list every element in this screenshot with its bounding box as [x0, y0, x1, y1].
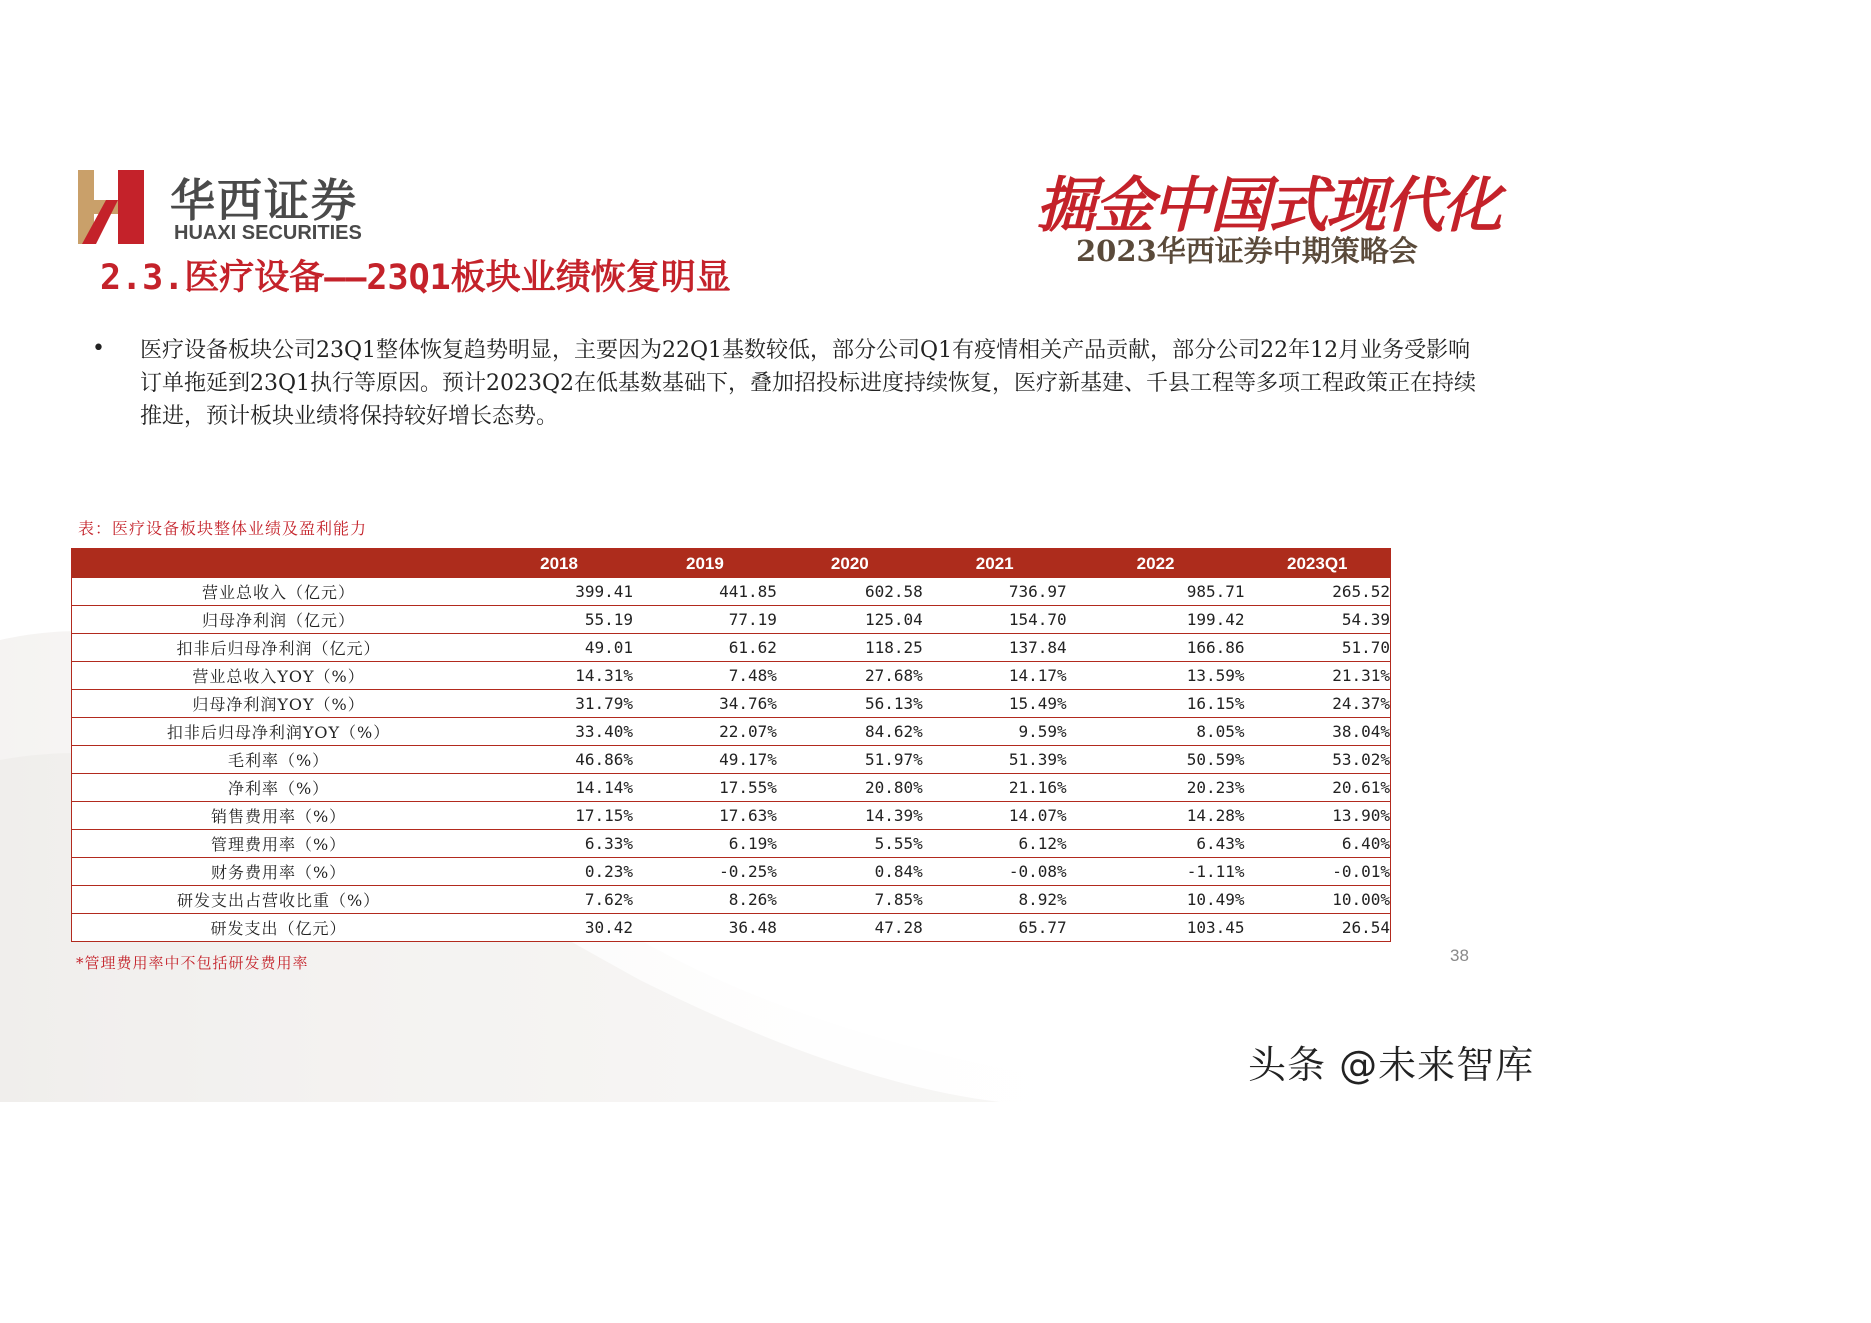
table-cell: 33.40%: [485, 718, 633, 746]
table-cell: 38.04%: [1245, 718, 1391, 746]
table-row: [72, 718, 1391, 746]
row-label: 归母净利润YOY（%）: [72, 690, 486, 718]
table-cell: 21.31%: [1245, 662, 1391, 690]
table-cell: 20.80%: [777, 774, 923, 802]
table-header-row: [72, 549, 1391, 579]
table-cell: 137.84: [923, 634, 1067, 662]
table-cell: 56.13%: [777, 690, 923, 718]
table-cell: 7.62%: [485, 886, 633, 914]
table-cell: 10.49%: [1067, 886, 1245, 914]
table-cell: 53.02%: [1245, 746, 1391, 774]
table-cell: 77.19: [633, 606, 777, 634]
table-cell: 441.85: [633, 578, 777, 606]
table-cell: 6.19%: [633, 830, 777, 858]
bullet-icon: •: [92, 336, 105, 361]
table-cell: 8.92%: [923, 886, 1067, 914]
table-cell: 199.42: [1067, 606, 1245, 634]
row-label: 毛利率（%）: [72, 746, 486, 774]
header-cell-2018: 2018: [485, 549, 633, 579]
table-cell: 14.14%: [485, 774, 633, 802]
table-cell: -0.08%: [923, 858, 1067, 886]
table-cell: 7.48%: [633, 662, 777, 690]
row-label: 净利率（%）: [72, 774, 486, 802]
table-cell: 6.43%: [1067, 830, 1245, 858]
table-cell: -1.11%: [1067, 858, 1245, 886]
table-cell: 6.40%: [1245, 830, 1391, 858]
row-label: 归母净利润（亿元）: [72, 606, 486, 634]
table-row: [72, 578, 1391, 606]
table-cell: 22.07%: [633, 718, 777, 746]
table-cell: 13.90%: [1245, 802, 1391, 830]
table-cell: 50.59%: [1067, 746, 1245, 774]
table-row: [72, 746, 1391, 774]
row-label: 营业总收入YOY（%）: [72, 662, 486, 690]
table-cell: 51.70: [1245, 634, 1391, 662]
table-cell: 16.15%: [1067, 690, 1245, 718]
huaxi-logo-icon: [78, 170, 146, 244]
table-cell: 49.17%: [633, 746, 777, 774]
table-cell: 10.00%: [1245, 886, 1391, 914]
table-cell: 14.07%: [923, 802, 1067, 830]
row-label: 研发支出占营收比重（%）: [72, 886, 486, 914]
table-row: [72, 830, 1391, 858]
table-cell: 20.23%: [1067, 774, 1245, 802]
table-row: [72, 802, 1391, 830]
table-cell: 7.85%: [777, 886, 923, 914]
table-cell: 84.62%: [777, 718, 923, 746]
row-label: 扣非后归母净利润YOY（%）: [72, 718, 486, 746]
table-row: [72, 774, 1391, 802]
header-cell-2019: 2019: [633, 549, 777, 579]
table-cell: 65.77: [923, 914, 1067, 942]
table-cell: 55.19: [485, 606, 633, 634]
event-title: 掘金中国式现代化: [1036, 171, 1500, 241]
table-cell: 21.16%: [923, 774, 1067, 802]
table-cell: 20.61%: [1245, 774, 1391, 802]
table-cell: 24.37%: [1245, 690, 1391, 718]
table-cell: 265.52: [1245, 578, 1391, 606]
table-cell: 154.70: [923, 606, 1067, 634]
table-cell: 61.62: [633, 634, 777, 662]
table-row: [72, 662, 1391, 690]
table-cell: 46.86%: [485, 746, 633, 774]
row-label: 研发支出（亿元）: [72, 914, 486, 942]
financial-table: [71, 548, 1391, 942]
header-cell-2022: 2022: [1067, 549, 1245, 579]
page-number: 38: [1450, 946, 1469, 965]
table-cell: 5.55%: [777, 830, 923, 858]
table-cell: 14.39%: [777, 802, 923, 830]
table-cell: 54.39: [1245, 606, 1391, 634]
table-cell: 0.23%: [485, 858, 633, 886]
table-row: [72, 858, 1391, 886]
table-cell: 31.79%: [485, 690, 633, 718]
table-cell: 0.84%: [777, 858, 923, 886]
table-cell: 602.58: [777, 578, 923, 606]
table-cell: 51.39%: [923, 746, 1067, 774]
table-cell: 399.41: [485, 578, 633, 606]
row-label: 管理费用率（%）: [72, 830, 486, 858]
table-cell: 34.76%: [633, 690, 777, 718]
row-label: 财务费用率（%）: [72, 858, 486, 886]
company-logo: [78, 170, 378, 246]
table-row: [72, 690, 1391, 718]
table-cell: 125.04: [777, 606, 923, 634]
table-cell: 36.48: [633, 914, 777, 942]
bullet-text: 医疗设备板块公司23Q1整体恢复趋势明显，主要因为22Q1基数较低，部分公司Q1有疫情相关产品贡献，部分公司22年12月业务受影响订单拖延到23Q1执行等原因。预计2023Q2在低基数基础下，叠加招投标进度持续恢复，医疗新基建、千县工程等多项工程政策正在持续推进，预计板块业绩将保持较好增长态势。: [140, 338, 1477, 429]
table-cell: 17.15%: [485, 802, 633, 830]
table-cell: 985.71: [1067, 578, 1245, 606]
table-cell: 15.49%: [923, 690, 1067, 718]
header-cell-2021: 2021: [923, 549, 1067, 579]
table-row: [72, 606, 1391, 634]
header-cell-2020: 2020: [777, 549, 923, 579]
table-footnote: *管理费用率中不包括研发费用率: [76, 954, 309, 972]
table-cell: 103.45: [1067, 914, 1245, 942]
event-subtitle: 2023华西证券中期策略会: [1076, 234, 1418, 268]
table-cell: 49.01: [485, 634, 633, 662]
table-cell: 14.28%: [1067, 802, 1245, 830]
table-cell: -0.25%: [633, 858, 777, 886]
table-cell: 14.31%: [485, 662, 633, 690]
page-title: 2.3.医疗设备——23Q1板块业绩恢复明显: [100, 258, 731, 298]
table-cell: 30.42: [485, 914, 633, 942]
table-cell: 27.68%: [777, 662, 923, 690]
table-cell: -0.01%: [1245, 858, 1391, 886]
table-cell: 26.54: [1245, 914, 1391, 942]
table-row: [72, 634, 1391, 662]
table-cell: 14.17%: [923, 662, 1067, 690]
table-cell: 118.25: [777, 634, 923, 662]
table-row: [72, 886, 1391, 914]
table-cell: 8.26%: [633, 886, 777, 914]
source-watermark: 头条 @未来智库: [1248, 1043, 1535, 1087]
table-cell: 47.28: [777, 914, 923, 942]
table-cell: 51.97%: [777, 746, 923, 774]
row-label: 扣非后归母净利润（亿元）: [72, 634, 486, 662]
table-cell: 17.55%: [633, 774, 777, 802]
table-cell: 736.97: [923, 578, 1067, 606]
row-label: 营业总收入（亿元）: [72, 578, 486, 606]
table-cell: 17.63%: [633, 802, 777, 830]
table-cell: 13.59%: [1067, 662, 1245, 690]
table-row: [72, 914, 1391, 942]
table-cell: 6.12%: [923, 830, 1067, 858]
row-label: 销售费用率（%）: [72, 802, 486, 830]
logo-chinese-name: 华西证券: [170, 174, 359, 227]
table-cell: 9.59%: [923, 718, 1067, 746]
logo-english-name: HUAXI SECURITIES: [174, 222, 362, 244]
header-cell-label: [72, 549, 486, 579]
table-cell: 166.86: [1067, 634, 1245, 662]
header-cell-2023q1: 2023Q1: [1245, 549, 1391, 579]
table-cell: 8.05%: [1067, 718, 1245, 746]
table-cell: 6.33%: [485, 830, 633, 858]
table-caption: 表：医疗设备板块整体业绩及盈利能力: [78, 519, 368, 538]
